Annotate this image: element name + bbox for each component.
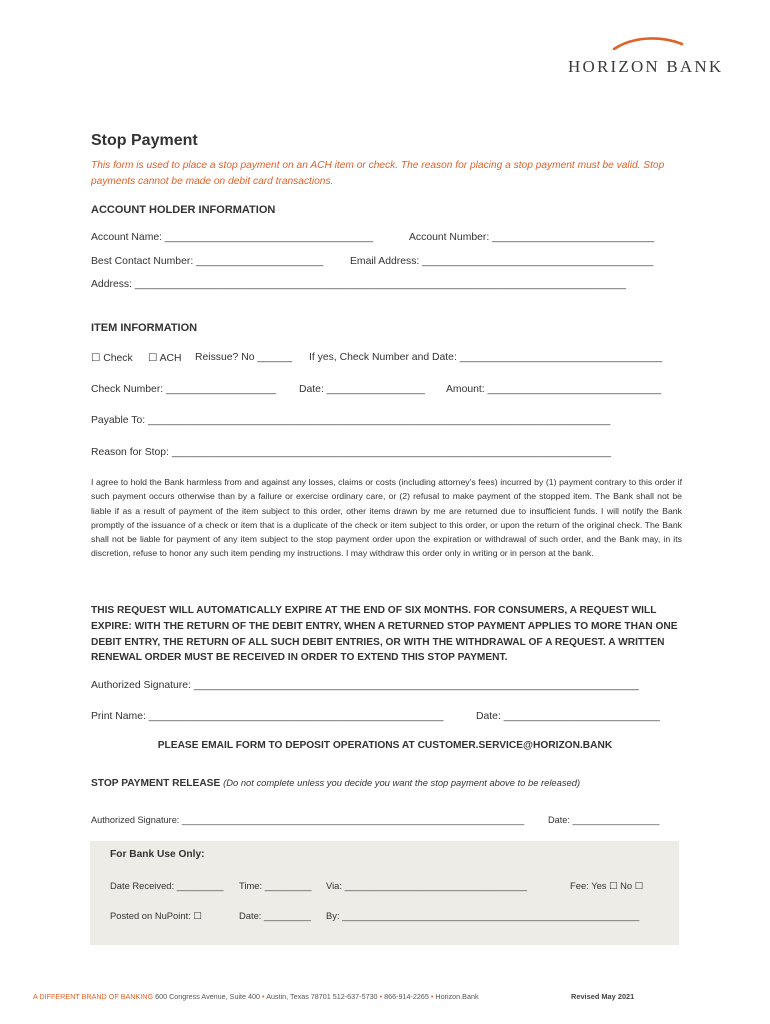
horizon-bank-logo bbox=[560, 36, 732, 80]
account-section-heading: ACCOUNT HOLDER INFORMATION bbox=[91, 204, 276, 216]
item-section-heading: ITEM INFORMATION bbox=[91, 322, 198, 334]
reason-field[interactable]: Reason for Stop: ____________________________________________________________________________ bbox=[91, 447, 612, 458]
email-instruction: PLEASE EMAIL FORM TO DEPOSIT OPERATIONS AT CUSTOMER.SERVICE@HORIZON.BANK bbox=[157, 740, 613, 751]
fee-checkboxes[interactable]: Fee: Yes ☐ No ☐ bbox=[570, 880, 644, 891]
agreement-text: I agree to hold the Bank harmless from and against any losses, claims or costs (including attorney’s fees) incurred by (1) payment contrary to this order if such payment occurs otherwise than by a failure or exercise ordinary care, or (2) refusal to make payment of the stopped item. The Bank shall not be liable if as a result of payment of the item subject to this order, other items drawn by me are returned due to insufficient funds. I will notify the Bank promptly of the issuance of a check or item that is a duplicate of the check or item subject to this order, or upon the return of the original check. The Bank shall not be liable for payment of any item subject to the stop payment order upon the expiration or withdrawal of such order, and the Bank may, in its discretion, refuse to honor any such item pending my instructions. I may withdraw this order only in writing or in person at the bank. bbox=[91, 477, 682, 559]
footer-tagline: A DIFFERENT BRAND OF BANKING bbox=[33, 992, 154, 1001]
reissue-field[interactable]: Reissue? No ______ bbox=[195, 352, 293, 363]
release-line bbox=[91, 777, 580, 789]
bank-use-box bbox=[90, 841, 679, 945]
by-field[interactable]: By: _________________________________________________________ bbox=[326, 910, 640, 921]
via-field[interactable]: Via: ___________________________________ bbox=[326, 880, 528, 891]
expiry-notice: THIS REQUEST WILL AUTOMATICALLY EXPIRE AT THE END OF SIX MONTHS. FOR CONSUMERS, A REQUEST WILL EXPIRE: WITH THE RETURN OF THE DEBIT ENTRY, WHEN A RETURNED STOP PAYMENT APPLIES TO MORE THAN ONE DEBIT ENTRY, THE RETURN OF ALL SUCH DEBIT ENTRIES, OR WITH THE WITHDRAWAL OF A REQUEST. A WRITTEN RENEWAL ORDER MUST BE RECEIVED IN ORDER TO EXTEND THIS STOP PAYMENT. bbox=[91, 605, 678, 664]
account-number-field[interactable]: Account Number: ____________________________ bbox=[409, 232, 654, 243]
bank-use-heading: For Bank Use Only: bbox=[110, 849, 205, 860]
footer-phone-2: 866-914-2265 bbox=[384, 992, 429, 1001]
footer bbox=[33, 992, 479, 1001]
account-name-field[interactable]: Account Name: ____________________________________ bbox=[91, 232, 373, 243]
amount-field[interactable]: Amount: ______________________________ bbox=[446, 384, 661, 395]
bank-date-field[interactable]: Date: _________ bbox=[239, 910, 311, 921]
form-intro: This form is used to place a stop payment on an ACH item or check. The reason for placing a stop payment must be valid. Stop payments cannot be made on debit card transactions. bbox=[91, 160, 665, 187]
form-title: Stop Payment bbox=[91, 132, 198, 149]
release-date-field[interactable]: Date: _________________ bbox=[548, 815, 660, 825]
authorized-signature-field[interactable]: Authorized Signature: _____________________________________________________________________________ bbox=[91, 680, 639, 691]
revised-date: Revised May 2021 bbox=[571, 992, 635, 1001]
bullet-icon: • bbox=[379, 992, 383, 1001]
bank-name: HORIZON BANK bbox=[568, 57, 724, 76]
release-note: (Do not complete unless you decide you want the stop payment above to be released) bbox=[223, 777, 581, 788]
footer-address: 600 Congress Avenue, Suite 400 bbox=[155, 992, 261, 1001]
check-number-field[interactable]: Check Number: ___________________ bbox=[91, 384, 276, 395]
check-checkbox[interactable]: ☐ Check bbox=[91, 353, 133, 364]
address-field[interactable]: Address: _____________________________________________________________________________________ bbox=[91, 279, 627, 290]
signature-date-field[interactable]: Date: ___________________________ bbox=[476, 711, 660, 722]
release-heading: STOP PAYMENT RELEASE bbox=[91, 778, 221, 789]
email-address-field[interactable]: Email Address: ________________________________________ bbox=[350, 256, 654, 267]
time-field[interactable]: Time: _________ bbox=[239, 880, 312, 891]
print-name-field[interactable]: Print Name: ___________________________________________________ bbox=[91, 711, 444, 722]
footer-city: Austin, Texas 78701 bbox=[266, 992, 331, 1001]
check-number-date-field[interactable]: If yes, Check Number and Date: ___________________________________ bbox=[309, 352, 662, 363]
item-date-field[interactable]: Date: _________________ bbox=[299, 384, 425, 395]
ach-checkbox[interactable]: ☐ ACH bbox=[148, 353, 182, 364]
best-contact-field[interactable]: Best Contact Number: ______________________ bbox=[91, 256, 324, 267]
payable-to-field[interactable]: Payable To: ________________________________________________________________________________ bbox=[91, 415, 611, 426]
footer-website[interactable]: Horizon.Bank bbox=[435, 992, 479, 1001]
release-signature-field[interactable]: Authorized Signature: ___________________________________________________________________ bbox=[91, 815, 525, 825]
footer-phone-1: 512-637-5730 bbox=[332, 992, 378, 1001]
bullet-icon: • bbox=[430, 992, 434, 1001]
date-received-field[interactable]: Date Received: _________ bbox=[110, 880, 224, 891]
posted-nupoint-checkbox[interactable]: Posted on NuPoint: ☐ bbox=[110, 910, 202, 921]
arc-swoosh-icon bbox=[612, 36, 684, 50]
bullet-icon: • bbox=[262, 992, 265, 1001]
